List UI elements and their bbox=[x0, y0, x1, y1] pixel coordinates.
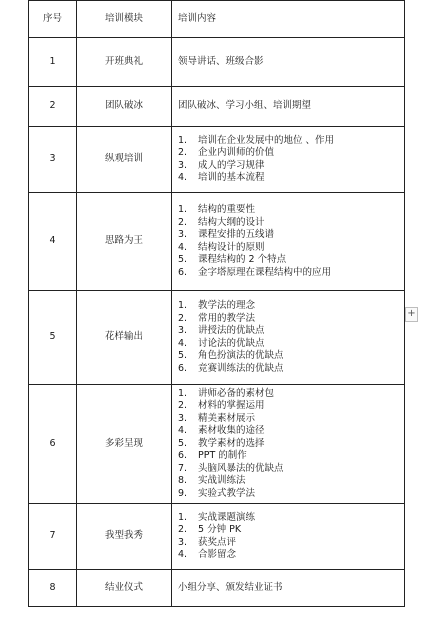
list-item bbox=[178, 229, 404, 242]
list-item-number: 8. bbox=[178, 475, 188, 487]
table-row bbox=[29, 291, 405, 385]
header-content: 培训内容 bbox=[172, 1, 405, 38]
list-item-text: 实战训练法 bbox=[198, 475, 246, 487]
list-item-text: PPT 的制作 bbox=[198, 450, 247, 462]
list-item bbox=[178, 450, 404, 463]
list-item bbox=[178, 425, 404, 438]
list-item-text: 课程结构的 2 个特点 bbox=[198, 254, 287, 265]
list-item bbox=[178, 524, 404, 537]
list-item-text: 素材收集的途径 bbox=[198, 425, 265, 437]
list-item-number: 4. bbox=[178, 172, 188, 183]
row-number: 2 bbox=[29, 87, 77, 127]
list-item-text: 获奖点评 bbox=[198, 536, 237, 548]
list-item-number: 4. bbox=[178, 425, 188, 437]
list-item-text: 结构设计的原则 bbox=[198, 241, 265, 253]
list-item-number: 2. bbox=[178, 147, 188, 158]
table-header-row bbox=[29, 1, 405, 38]
list-item bbox=[178, 217, 404, 230]
list-item-number: 6. bbox=[178, 450, 188, 462]
list-item bbox=[178, 463, 404, 476]
row-number: 7 bbox=[29, 504, 77, 570]
row-module: 思路为王 bbox=[77, 193, 172, 291]
list-item-number: 5. bbox=[178, 350, 188, 361]
table-row bbox=[29, 38, 405, 87]
list-item-number: 1. bbox=[178, 511, 188, 523]
list-item-text: 合影留念 bbox=[198, 549, 237, 560]
list-item-text: 教学法的理念 bbox=[198, 300, 256, 311]
row-number: 6 bbox=[29, 385, 77, 504]
row-number: 5 bbox=[29, 291, 77, 385]
list-item bbox=[178, 400, 404, 413]
list-item-number: 1. bbox=[178, 204, 188, 215]
list-item-number: 5. bbox=[178, 437, 188, 449]
list-item-text: 结构大纲的设计 bbox=[198, 216, 265, 228]
list-item bbox=[178, 512, 404, 525]
list-item-text: 结构的重要性 bbox=[198, 204, 256, 215]
list-item bbox=[178, 475, 404, 488]
list-item-number: 3. bbox=[178, 325, 188, 336]
list-item bbox=[178, 172, 404, 185]
list-item-text: 头脑风暴法的优缺点 bbox=[198, 462, 284, 474]
add-button[interactable]: + bbox=[405, 307, 418, 322]
row-number: 3 bbox=[29, 127, 77, 193]
list-item bbox=[178, 313, 404, 326]
row-content bbox=[172, 291, 405, 385]
list-item-text: 材料的掌握运用 bbox=[198, 400, 265, 412]
list-item bbox=[178, 438, 404, 451]
list-item-text: 教学素材的选择 bbox=[198, 437, 265, 449]
row-number: 1 bbox=[29, 38, 77, 87]
row-content bbox=[172, 193, 405, 291]
content-list bbox=[178, 512, 404, 562]
list-item-number: 1. bbox=[178, 134, 188, 146]
table-body bbox=[29, 1, 405, 607]
content-list bbox=[178, 204, 404, 279]
row-module: 开班典礼 bbox=[77, 38, 172, 87]
row-content bbox=[172, 385, 405, 504]
list-item bbox=[178, 338, 404, 351]
list-item-text: 精美素材展示 bbox=[198, 412, 256, 424]
list-item-number: 2. bbox=[178, 400, 188, 412]
list-item bbox=[178, 413, 404, 426]
content-list bbox=[178, 388, 404, 501]
row-content bbox=[172, 87, 405, 127]
list-item-number: 1. bbox=[178, 300, 188, 311]
row-module: 团队破冰 bbox=[77, 87, 172, 127]
list-item-number: 1. bbox=[178, 387, 188, 399]
list-item bbox=[178, 267, 404, 280]
list-item-number: 2. bbox=[178, 524, 188, 535]
list-item bbox=[178, 160, 404, 173]
table-row bbox=[29, 504, 405, 570]
row-content bbox=[172, 127, 405, 193]
content-text: 团队破冰、学习小组、培训期望 bbox=[178, 100, 312, 112]
row-content bbox=[172, 38, 405, 87]
list-item bbox=[178, 300, 404, 313]
list-item bbox=[178, 325, 404, 338]
row-number: 4 bbox=[29, 193, 77, 291]
list-item-number: 3. bbox=[178, 412, 188, 424]
row-module: 花样输出 bbox=[77, 291, 172, 385]
list-item-text: 成人的学习规律 bbox=[198, 159, 265, 171]
content-list bbox=[178, 135, 404, 185]
list-item bbox=[178, 549, 404, 562]
row-number: 8 bbox=[29, 570, 77, 607]
table-row bbox=[29, 127, 405, 193]
row-module: 纵观培训 bbox=[77, 127, 172, 193]
content-list bbox=[178, 300, 404, 375]
list-item bbox=[178, 254, 404, 267]
list-item-text: 实验式教学法 bbox=[198, 487, 256, 499]
list-item-text: 培训的基本流程 bbox=[198, 172, 265, 183]
row-module: 我型我秀 bbox=[77, 504, 172, 570]
list-item-number: 7. bbox=[178, 462, 188, 474]
table-row bbox=[29, 87, 405, 127]
list-item-number: 3. bbox=[178, 159, 188, 171]
header-no: 序号 bbox=[29, 1, 77, 38]
header-module: 培训模块 bbox=[77, 1, 172, 38]
list-item-number: 4. bbox=[178, 337, 188, 349]
list-item bbox=[178, 204, 404, 217]
list-item-text: 常用的教学法 bbox=[198, 312, 256, 324]
list-item bbox=[178, 488, 404, 501]
list-item bbox=[178, 363, 404, 376]
list-item bbox=[178, 242, 404, 255]
list-item bbox=[178, 537, 404, 550]
list-item-number: 3. bbox=[178, 229, 188, 240]
row-content bbox=[172, 504, 405, 570]
list-item-text: 实战课题演练 bbox=[198, 511, 256, 523]
list-item-number: 5. bbox=[178, 254, 188, 265]
row-module: 结业仪式 bbox=[77, 570, 172, 607]
list-item-text: 角色扮演法的优缺点 bbox=[198, 350, 284, 361]
list-item-text: 培训在企业发展中的地位 、作用 bbox=[198, 134, 335, 146]
list-item-number: 3. bbox=[178, 536, 188, 548]
list-item-text: 讲师必备的素材包 bbox=[198, 387, 275, 399]
list-item-text: 5 分钟 PK bbox=[198, 524, 242, 535]
list-item-number: 2. bbox=[178, 216, 188, 228]
list-item-text: 讲授法的优缺点 bbox=[198, 325, 265, 336]
list-item-number: 6. bbox=[178, 362, 188, 374]
list-item bbox=[178, 135, 404, 148]
row-module: 多彩呈现 bbox=[77, 385, 172, 504]
table-row bbox=[29, 385, 405, 504]
training-table bbox=[28, 0, 405, 607]
list-item bbox=[178, 147, 404, 160]
row-content bbox=[172, 570, 405, 607]
list-item bbox=[178, 388, 404, 401]
list-item-text: 竞赛训练法的优缺点 bbox=[198, 362, 284, 374]
list-item-number: 9. bbox=[178, 487, 188, 499]
list-item-text: 讨论法的优缺点 bbox=[198, 337, 265, 349]
list-item-number: 2. bbox=[178, 312, 188, 324]
table-row bbox=[29, 570, 405, 607]
list-item-text: 企业内训师的价值 bbox=[198, 147, 275, 158]
list-item bbox=[178, 350, 404, 363]
content-text: 领导讲话、班级合影 bbox=[178, 55, 264, 67]
list-item-number: 6. bbox=[178, 266, 188, 278]
list-item-number: 4. bbox=[178, 241, 188, 253]
content-text: 小组分享、颁发结业证书 bbox=[178, 581, 283, 593]
list-item-number: 4. bbox=[178, 549, 188, 560]
list-item-text: 课程安排的五线谱 bbox=[198, 229, 275, 240]
list-item-text: 金字塔原理在课程结构中的应用 bbox=[198, 266, 332, 278]
table-row bbox=[29, 193, 405, 291]
